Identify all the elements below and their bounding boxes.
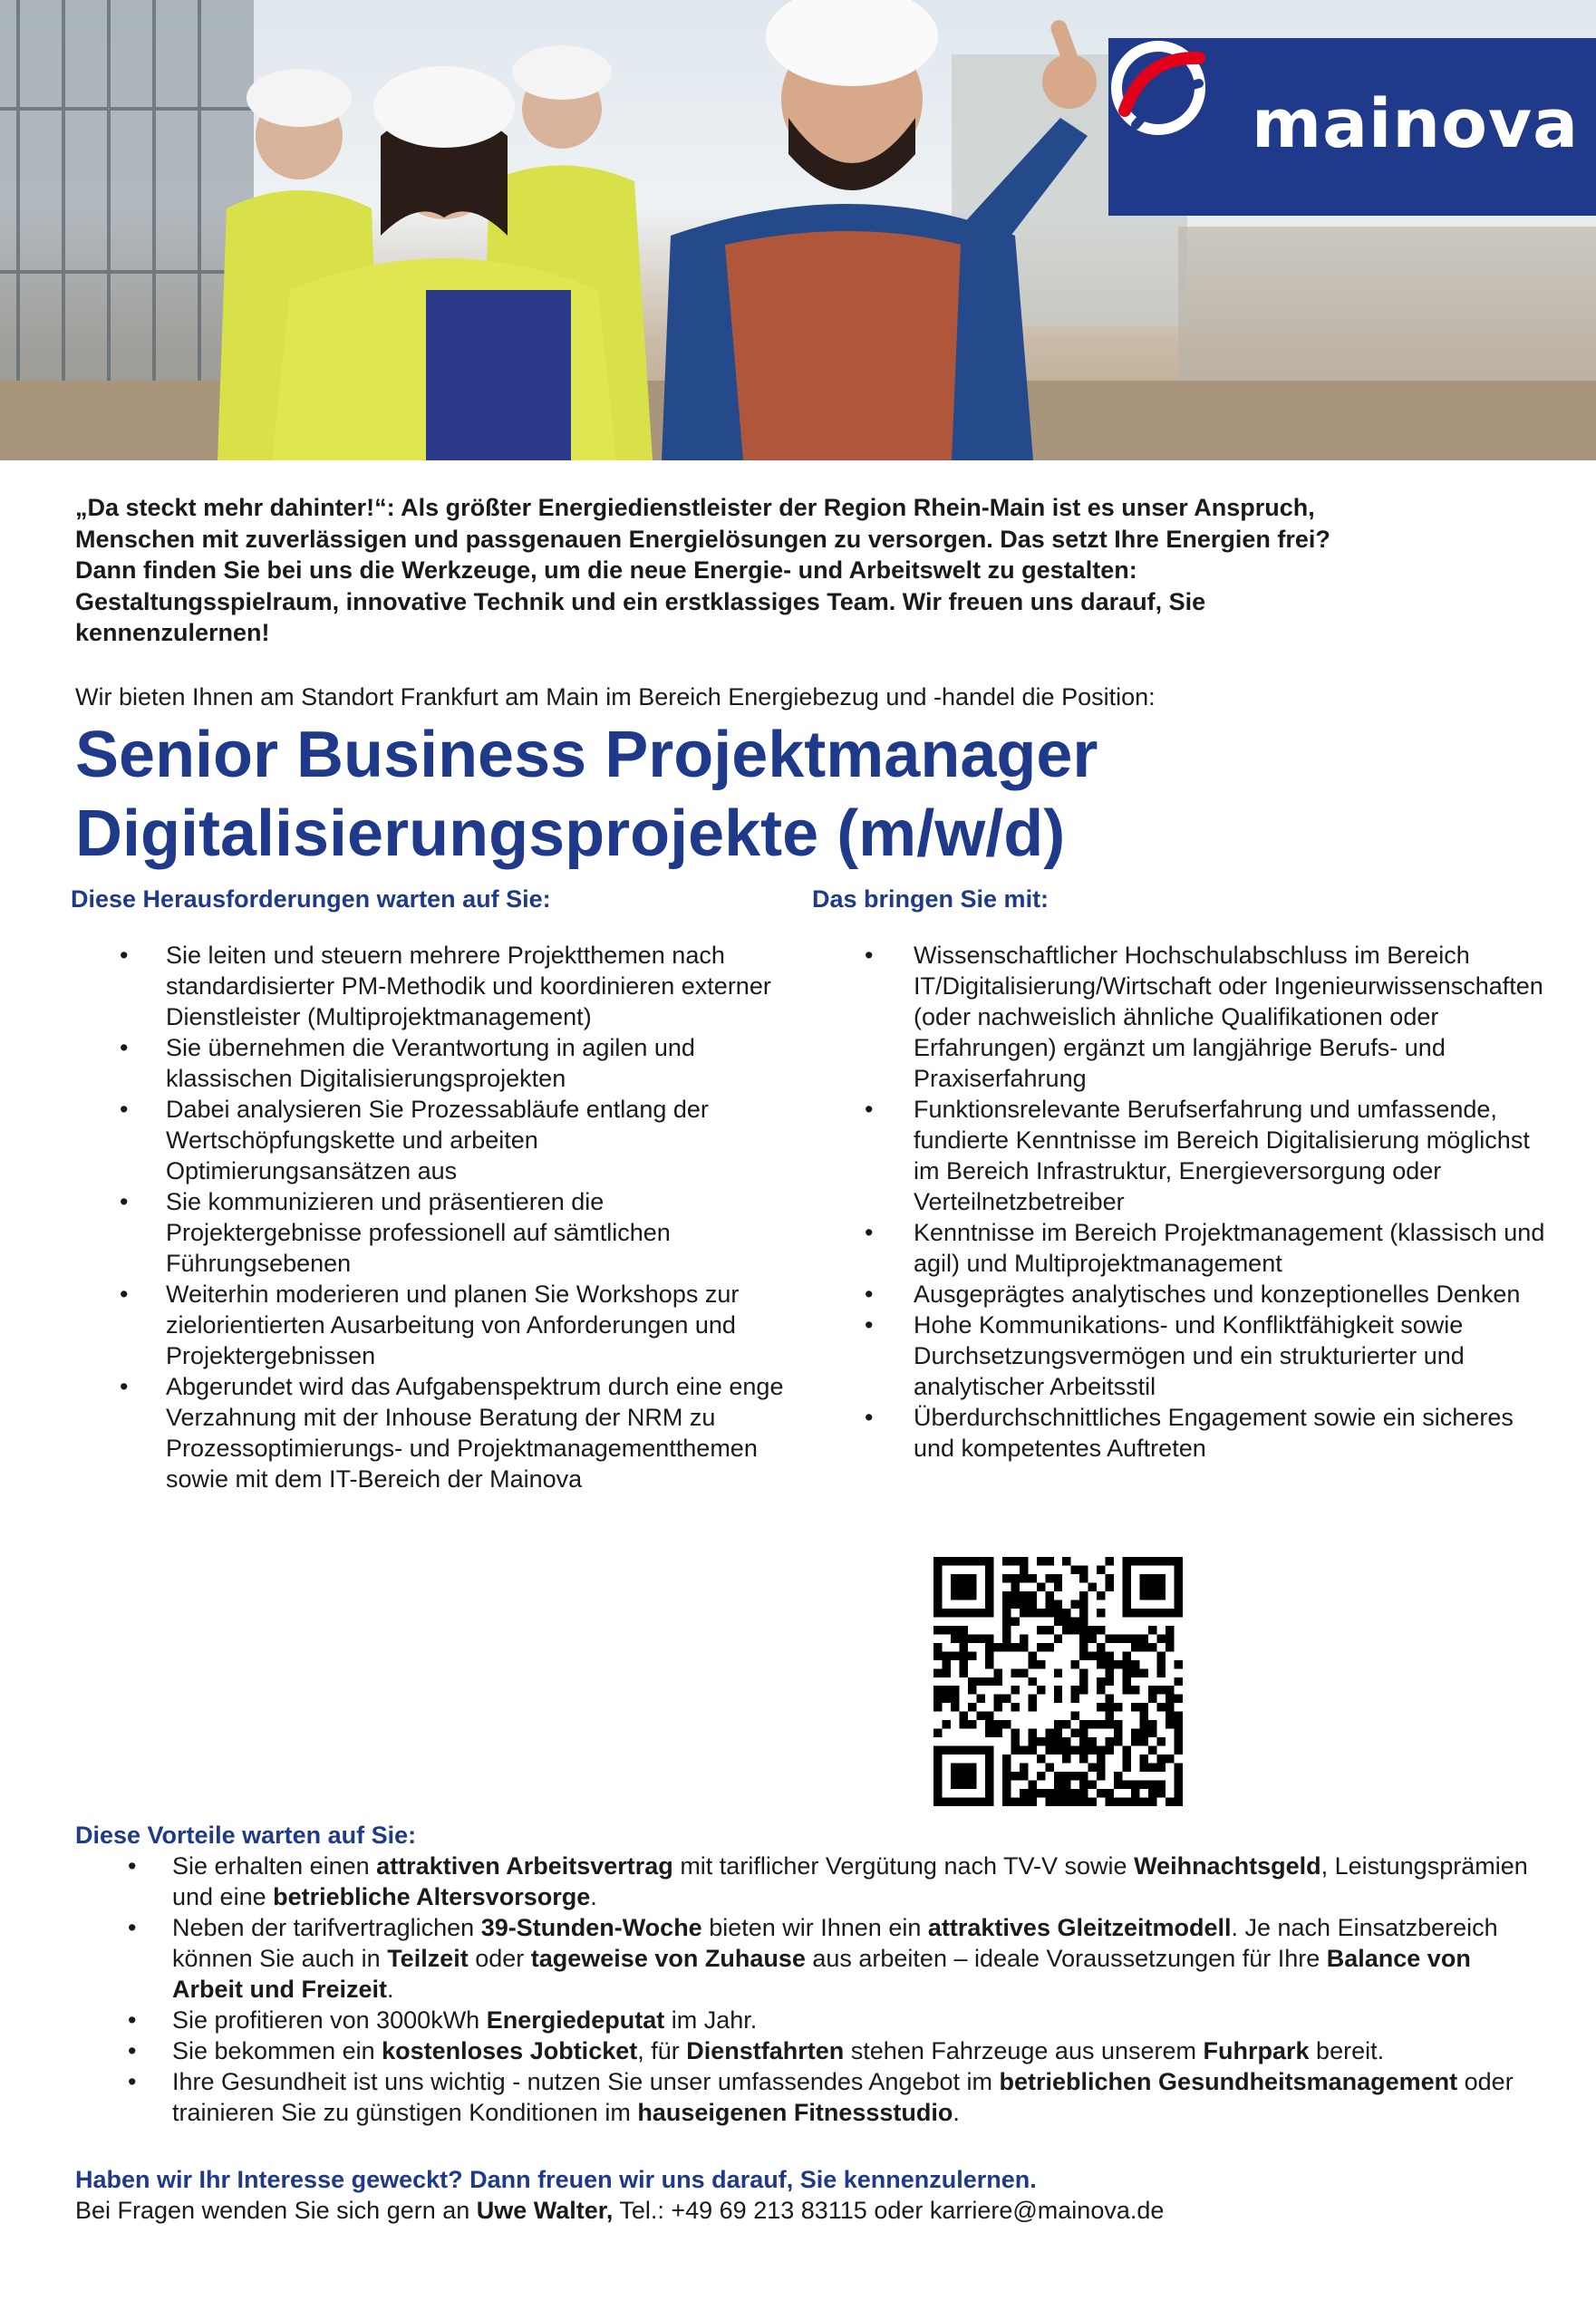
hero-photo — [0, 0, 1596, 460]
benefit-highlight: betriebliche Altersvorsorge — [273, 1883, 591, 1910]
benefit-text: Ihre Gesundheit ist uns wichtig - nutzen Sie unser umfassendes Angebot im — [172, 2068, 1000, 2095]
requirements-heading: Das bringen Sie mit: — [812, 885, 1049, 913]
benefit-text: bereit. — [1309, 2037, 1385, 2064]
benefit-text: , Leistungsprämien und eine — [172, 1852, 1528, 1910]
benefit-highlight: 39-Stunden-Woche — [480, 1914, 702, 1941]
benefit-text: Sie erhalten einen — [172, 1852, 377, 1880]
closing-section — [75, 2164, 1525, 2226]
challenges-heading: Diese Herausforderungen warten auf Sie: — [71, 885, 551, 913]
benefit-highlight: Fuhrpark — [1203, 2037, 1310, 2064]
job-title-line-2: Digitalisierungsprojekte (m/w/d) — [75, 798, 1066, 870]
contact-details: Tel.: +49 69 213 83115 oder karriere@mainova.de — [613, 2197, 1165, 2224]
benefit-text: im Jahr. — [664, 2006, 758, 2034]
list-item — [75, 1912, 1543, 2005]
qr-code[interactable] — [933, 1557, 1183, 1806]
list-item: • Weiterhin moderieren und planen Sie Workshops zur zielorientierten Ausarbeitung von Anforderungen und Projektergebnissen — [71, 1279, 787, 1371]
list-item: • Sie kommunizieren und präsentieren die Projektergebnisse professionell auf sämtlichen Führungsebenen — [71, 1186, 787, 1279]
closing-headline: Haben wir Ihr Interesse geweckt? Dann freuen wir uns darauf, Sie kennenzulernen. — [75, 2166, 1037, 2193]
benefit-text: aus arbeiten – ideale Voraussetzungen für Ihre — [805, 1945, 1327, 1972]
benefit-text: oder — [468, 1945, 531, 1972]
benefit-text: stehen Fahrzeuge aus unserem — [844, 2037, 1204, 2064]
job-title-line-1: Senior Business Projektmanager — [75, 719, 1098, 791]
benefit-highlight: Teilzeit — [387, 1945, 469, 1972]
benefit-text: . Je nach Einsatzbereich können Sie auch in — [172, 1914, 1498, 1972]
benefit-highlight: attraktiven Arbeitsvertrag — [376, 1852, 673, 1880]
offer-line: Wir bieten Ihnen am Standort Frankfurt am Main im Bereich Energiebezug und -handel die Position: — [75, 683, 1156, 710]
list-item — [75, 1851, 1543, 1912]
brand-logo — [1108, 38, 1596, 216]
benefits-section — [75, 1820, 1543, 2128]
benefit-text: . — [953, 2099, 960, 2126]
list-item: • Überdurchschnittliches Engagement sowie ein sicheres und kompetentes Auftreten — [812, 1402, 1555, 1464]
list-item: • Dabei analysieren Sie Prozessabläufe entlang der Wertschöpfungskette und arbeiten Optimierungsansätzen aus — [71, 1094, 787, 1186]
requirements-list — [812, 940, 1555, 1464]
benefit-text: . — [387, 1976, 394, 2003]
benefit-highlight: tageweise von Zuhause — [530, 1945, 806, 1972]
list-item: • Sie leiten und steuern mehrere Projektthemen nach standardisierter PM-Methodik und koordinieren externer Dienstleister (Multiprojektmanagement) — [71, 940, 787, 1032]
benefit-highlight: Balance von Arbeit und Freizeit — [172, 1945, 1471, 2003]
contact-prefix: Bei Fragen wenden Sie sich gern an — [75, 2197, 477, 2224]
contact-name: Uwe Walter, — [476, 2197, 614, 2224]
benefit-text: bieten wir Ihnen ein — [701, 1914, 928, 1941]
benefit-highlight: Weihnachtsgeld — [1134, 1852, 1321, 1880]
benefit-highlight: kostenloses Jobticket — [382, 2037, 638, 2064]
benefit-text: oder trainieren Sie zu günstigen Konditionen im — [172, 2068, 1514, 2126]
challenges-list — [71, 940, 787, 1494]
requirements-section — [812, 884, 1555, 1464]
brand-name: mainova — [1252, 85, 1580, 163]
benefit-highlight: betrieblichen Gesundheitsmanagement — [999, 2068, 1458, 2095]
benefit-text: . — [590, 1883, 597, 1910]
list-item: • Ausgeprägtes analytisches und konzeptionelles Denken — [812, 1279, 1555, 1310]
list-item: • Wissenschaftlicher Hochschulabschluss im Bereich IT/Digitalisierung/Wirtschaft oder Ingenieurwissenschaften (oder nachweislich ähnliche Qualifikationen oder Erfahrungen) ergänzt um langjährige Berufs- und Praxiserfahrung — [812, 940, 1555, 1094]
list-item: • Sie übernehmen die Verantwortung in agilen und klassischen Digitalisierungsprojekten — [71, 1032, 787, 1094]
list-item: • Funktionsrelevante Berufserfahrung und umfassende, fundierte Kenntnisse im Bereich Digitalisierung möglichst im Bereich Infrastruktur, Energieversorgung oder Verteilnetzbetreiber — [812, 1094, 1555, 1217]
list-item — [75, 2005, 1543, 2035]
benefit-highlight: attraktives Gleitzeitmodell — [927, 1914, 1232, 1941]
benefit-text: Neben der tarifvertraglichen — [172, 1914, 481, 1941]
job-title — [75, 716, 1525, 874]
list-item — [75, 2035, 1543, 2066]
list-item: • Hohe Kommunikations- und Konfliktfähigkeit sowie Durchsetzungsvermögen und ein strukturierter und analytischer Arbeitsstil — [812, 1310, 1555, 1402]
intro-paragraph: „Da steckt mehr dahinter!“: Als größter Energiedienstleister der Region Rhein-Main ist es unser Anspruch, Menschen mit zuverlässigen und passgenauen Energielösungen zu versorgen. Das setzt Ihre Energien frei? Dann finden Sie bei uns die Werkzeuge, um die neue Energie- und Arbeitswelt zu gestalten: Gestaltungsspielraum, innovative Technik und ein erstklassiges Team. Wir freuen uns darauf, Sie kennenzulernen! — [75, 494, 1330, 646]
benefits-list — [75, 1851, 1543, 2128]
benefit-highlight: Dienstfahrten — [686, 2037, 845, 2064]
list-item: • Abgerundet wird das Aufgabenspektrum durch eine enge Verzahnung mit der Inhouse Beratung der NRM zu Prozessoptimierungs- und Projektmanagementthemen sowie mit dem IT-Bereich der Mainova — [71, 1371, 787, 1494]
list-item — [75, 2066, 1543, 2128]
benefit-text: , für — [637, 2037, 687, 2064]
benefit-text: mit tariflicher Vergütung nach TV-V sowie — [672, 1852, 1135, 1880]
mainova-logo-icon — [1108, 38, 1208, 138]
benefit-text: Sie profitieren von 3000kWh — [172, 2006, 487, 2034]
challenges-section — [71, 884, 787, 1494]
benefit-text: Sie bekommen ein — [172, 2037, 382, 2064]
benefits-heading: Diese Vorteile warten auf Sie: — [75, 1822, 417, 1849]
list-item: • Kenntnisse im Bereich Projektmanagement (klassisch und agil) und Multiprojektmanagement — [812, 1217, 1555, 1279]
benefit-highlight: Energiedeputat — [486, 2006, 665, 2034]
benefit-highlight: hauseigenen Fitnessstudio — [637, 2099, 953, 2126]
